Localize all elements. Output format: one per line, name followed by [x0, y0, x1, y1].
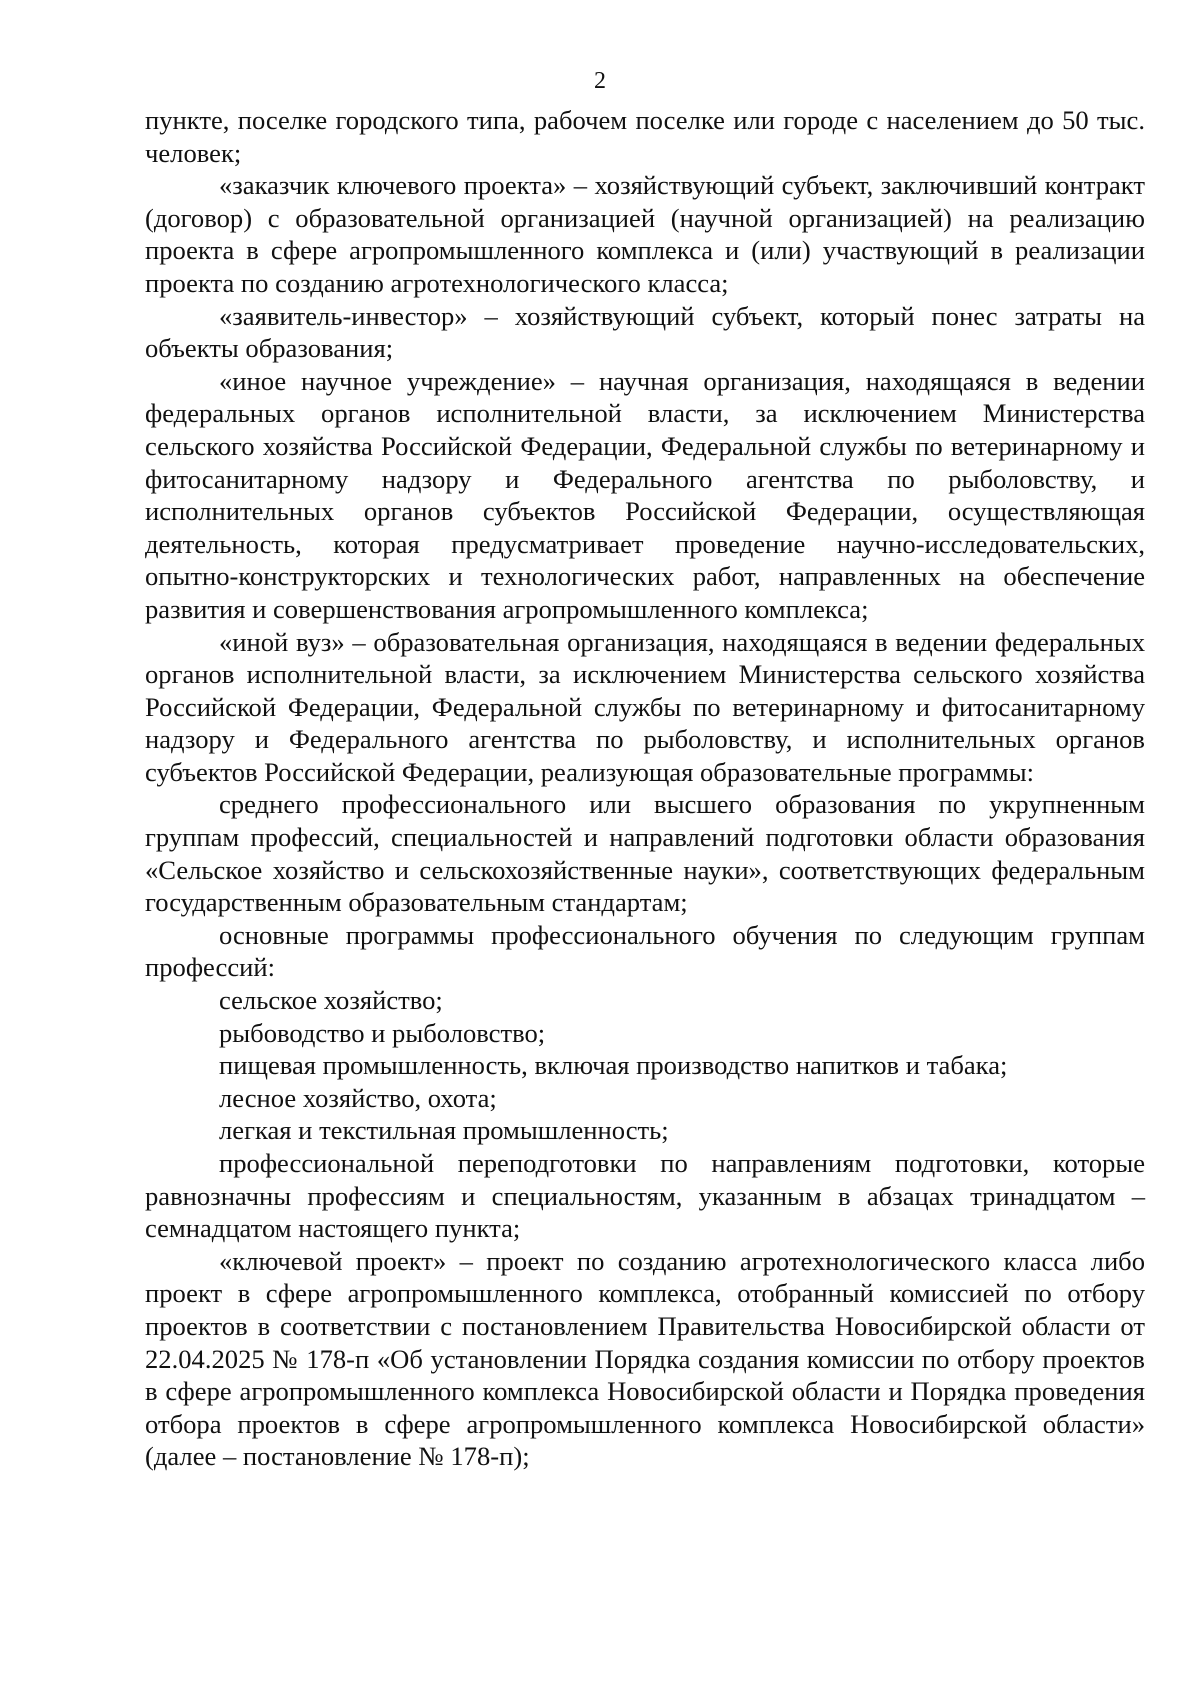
- paragraph: «иное научное учреждение» – научная организация, находящаяся в ведении федеральных органов исполнительной власти, за исключением Министерства сельского хозяйства Российской Федерации, Федеральной службы по ветеринарному и фитосанитарному надзору и Федерального агентства по рыболовству, и исполнительных органов субъектов Российской Федерации, осуществляющая деятельность, которая предусматривает проведение научно-исследовательских, опытно-конструкторских и технологических работ, направленных на обеспечение развития и совершенствования агропромышленного комплекса;: [145, 365, 1145, 624]
- paragraph: среднего профессионального или высшего образования по укрупненным группам профессий, специальностей и направлений подготовки области образования «Сельское хозяйство и сельскохозяйственные науки», соответствующих федеральным государственным образовательным стандартам;: [145, 789, 1145, 918]
- paragraph: основные программы профессионального обучения по следующим группам профессий:: [145, 919, 1145, 983]
- document-body: [145, 104, 1145, 1473]
- page-number: 2: [594, 68, 606, 94]
- paragraph: лесное хозяйство, охота;: [219, 1082, 497, 1113]
- paragraph: легкая и текстильная промышленность;: [219, 1115, 669, 1146]
- paragraph: рыбоводство и рыболовство;: [219, 1017, 546, 1048]
- paragraph: пункте, поселке городского типа, рабочем поселке или городе с населением до 50 тыс. человек;: [145, 105, 1145, 168]
- paragraph: «ключевой проект» – проект по созданию агротехнологического класса либо проект в сфере агропромышленного комплекса, отобранный комиссией по отбору проектов в соответствии с постановлением Правительства Новосибирской области от 22.04.2025 № 178-п «Об установлении Порядка создания комиссии по отбору проектов в сфере агропромышленного комплекса Новосибирской области и Порядка проведения отбора проектов в сфере агропромышленного комплекса Новосибирской области» (далее – постановление № 178-п);: [145, 1245, 1145, 1472]
- paragraph: «заказчик ключевого проекта» – хозяйствующий субъект, заключивший контракт (договор) с образовательной организацией (научной организацией) на реализацию проекта в сфере агропромышленного комплекса и (или) участвующий в реализации проекта по созданию агротехнологического класса;: [145, 170, 1145, 298]
- paragraph: «заявитель-инвестор» – хозяйствующий субъект, который понес затраты на объекты образования;: [145, 300, 1145, 364]
- paragraph: профессиональной переподготовки по направлениям подготовки, которые равнозначны профессиям и специальностям, указанным в абзацах тринадцатом – семнадцатом настоящего пункта;: [145, 1148, 1145, 1244]
- paragraph: сельское хозяйство;: [219, 985, 443, 1016]
- paragraph: пищевая промышленность, включая производство напитков и табака;: [219, 1050, 1008, 1081]
- paragraph: «иной вуз» – образовательная организация, находящаяся в ведении федеральных органов исполнительной власти, за исключением Министерства сельского хозяйства Российской Федерации, Федеральной службы по ветеринарному и фитосанитарному надзору и Федерального агентства по рыболовству, и исполнительных органов субъектов Российской Федерации, реализующая образовательные программы:: [145, 626, 1145, 787]
